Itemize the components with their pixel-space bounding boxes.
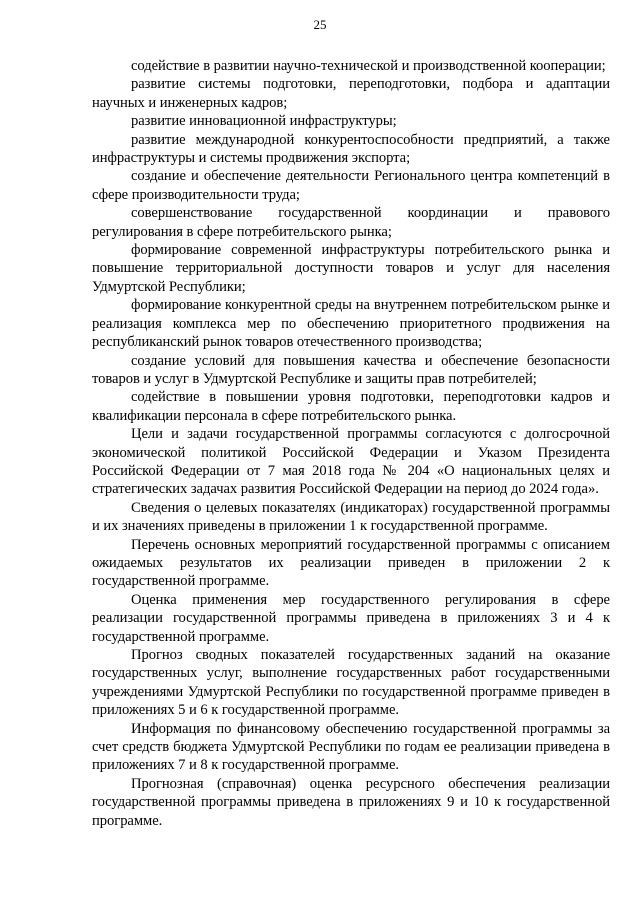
paragraph: Цели и задачи государственной программы согласуются с долгосрочной экономической политикой Российской Федерации и Указом Президента Российской Федерации от 7 мая 2018 года № 204 «О национальных целях и стратегических задачах развития Российской Федерации на период до 2024 года». [92,426,610,498]
paragraph: Сведения о целевых показателях (индикаторах) государственной программы и их значениях приведены в приложении 1 к государственной программе. [92,499,610,535]
paragraph: Прогноз сводных показателей государственных заданий на оказание государственных услуг, выполнение государственных работ государственными учреждениями Удмуртской Республики по государственной программе приведен в приложениях 5 и 6 к государственной программе. [92,647,610,719]
paragraph: развитие системы подготовки, переподготовки, подбора и адаптации научных и инженерных кадров; [92,76,610,111]
page-number: 25 [313,17,327,32]
paragraph: совершенствование государственной координации и правового регулирования в сфере потребительского рынка; [92,205,610,240]
document-body [92,57,610,830]
paragraph: Перечень основных мероприятий государственной программы с описанием ожидаемых результатов их реализации приведен в приложении 2 к государственной программе. [92,536,610,590]
paragraph: создание и обеспечение деятельности Регионального центра компетенций в сфере производительности труда; [92,168,610,203]
paragraph: Информация по финансовому обеспечению государственной программы за счет средств бюджета Удмуртской Республики по годам ее реализации приведена в приложениях 7 и 8 к государственной программе. [92,720,610,774]
paragraph: развитие инновационной инфраструктуры; [131,113,397,130]
paragraph: создание условий для повышения качества и обеспечение безопасности товаров и услуг в Удмуртской Республике и защиты прав потребителей; [92,352,610,387]
paragraph: формирование современной инфраструктуры потребительского рынка и повышение территориальной доступности товаров и услуг для населения Удмуртской Республики; [92,242,610,295]
paragraph: Прогнозная (справочная) оценка ресурсного обеспечения реализации государственной программы приведена в приложениях 9 и 10 к государственной программе. [92,775,610,829]
paragraph: содействие в развитии научно-технической и производственной кооперации; [131,58,606,74]
paragraph: Оценка применения мер государственного регулирования в сфере реализации государственной программы приведена в приложениях 3 и 4 к государственной программе. [92,591,610,645]
paragraph: формирование конкурентной среды на внутреннем потребительском рынке и реализация комплекса мер по обеспечению приоритетного продвижения на республиканский рынок товаров отечественного производства; [92,297,610,351]
paragraph: содействие в повышении уровня подготовки, переподготовки кадров и квалификации персонала в сфере потребительского рынка. [92,389,610,424]
paragraph: развитие международной конкурентоспособности предприятий, а также инфраструктуры и системы продвижения экспорта; [92,131,610,167]
